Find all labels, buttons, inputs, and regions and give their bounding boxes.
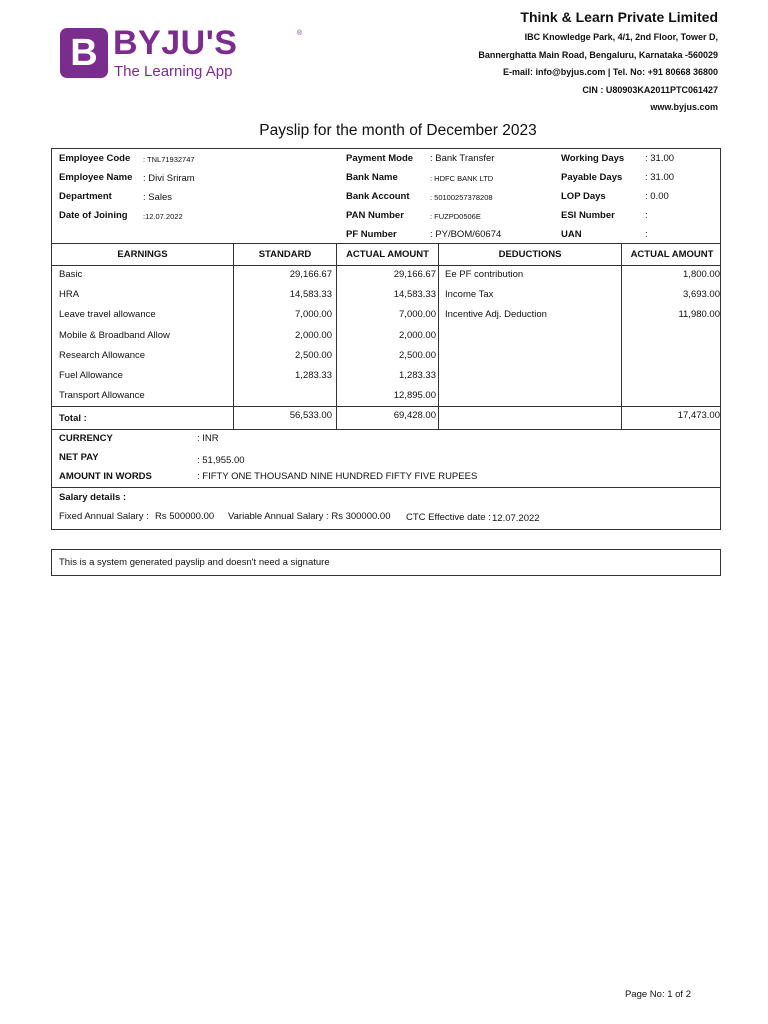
logo-mark: B [60, 28, 108, 78]
esi-number-label: ESI Number [561, 210, 615, 221]
employee-name-value: : Divi Sriram [143, 173, 195, 184]
earning-actual: 7,000.00 [399, 309, 436, 320]
earning-standard: 1,283.33 [295, 370, 332, 381]
department-label: Department [59, 191, 112, 202]
earning-name: HRA [59, 289, 80, 300]
payment-mode-label: Payment Mode [346, 153, 414, 164]
bank-account-label: Bank Account [346, 191, 410, 202]
bank-name-label: Bank Name [346, 172, 398, 183]
currency-value: : INR [197, 433, 219, 444]
deduction-name: Income Tax [445, 289, 494, 300]
working-days-label: Working Days [561, 153, 625, 164]
employee-name-label: Employee Name [59, 172, 133, 183]
payable-days-value: : 31.00 [645, 172, 675, 183]
pan-number-value: : FUZPD0506E [430, 212, 481, 221]
deduction-amount-header: ACTUAL AMOUNT [630, 249, 714, 260]
signature-note: This is a system generated payslip and doesn't need a signature [59, 557, 330, 568]
actual-amount-header: ACTUAL AMOUNT [346, 249, 429, 260]
company-name: Think & Learn Private Limited [520, 9, 718, 25]
earning-actual: 1,283.33 [399, 370, 436, 381]
ctc-effective-date-value: 12.07.2022 [492, 513, 540, 524]
earning-actual: 2,500.00 [399, 350, 436, 361]
page-number: Page No: 1 of 2 [624, 989, 691, 1000]
esi-number-value: : [645, 210, 648, 221]
variable-annual-salary: Variable Annual Salary : Rs 300000.00 [228, 511, 391, 522]
logo-tagline: The Learning App [114, 63, 233, 80]
column-divider [438, 244, 439, 429]
total-deductions: 17,473.00 [677, 410, 720, 421]
department-value: : Sales [143, 192, 173, 203]
date-of-joining-label: Date of Joining [59, 210, 128, 221]
earning-actual: 29,166.67 [393, 269, 436, 280]
fixed-annual-salary-label: Fixed Annual Salary : [59, 511, 149, 522]
company-cin: CIN : U80903KA2011PTC061427 [582, 84, 718, 95]
uan-value: : [645, 229, 648, 240]
working-days-value: : 31.00 [645, 153, 675, 164]
employee-info-section [51, 148, 721, 244]
pf-number-value: : PY/BOM/60674 [430, 229, 502, 240]
fixed-annual-salary-value: Rs 500000.00 [155, 511, 215, 522]
earning-actual: 14,583.33 [393, 289, 436, 300]
earning-actual: 12,895.00 [393, 390, 436, 401]
lop-days-label: LOP Days [561, 191, 606, 202]
earnings-deductions-table [51, 243, 721, 430]
total-label: Total : [59, 413, 87, 424]
payslip-title: Payslip for the month of December 2023 [259, 122, 537, 139]
salary-details-heading: Salary details : [59, 492, 127, 503]
net-pay-value: : 51,955.00 [197, 455, 245, 466]
earning-standard: 7,000.00 [295, 309, 332, 320]
earning-name: Transport Allowance [59, 390, 145, 401]
amount-in-words-value: : FIFTY ONE THOUSAND NINE HUNDRED FIFTY FIVE RUPEES [197, 471, 478, 482]
employee-code-label: Employee Code [59, 153, 131, 164]
earning-name: Fuel Allowance [59, 370, 123, 381]
pf-number-label: PF Number [346, 229, 397, 240]
deduction-amount: 11,980.00 [678, 309, 720, 320]
company-website: www.byjus.com [650, 102, 718, 113]
deduction-name: Ee PF contribution [445, 269, 524, 280]
header-divider [52, 265, 720, 266]
company-header [478, 8, 718, 117]
earning-standard: 2,500.00 [295, 350, 332, 361]
byjus-logo [60, 24, 303, 84]
bank-account-value: : 50100257378208 [430, 193, 493, 202]
total-standard: 56,533.00 [289, 410, 332, 421]
payable-days-label: Payable Days [561, 172, 623, 183]
salary-details-section [51, 487, 721, 530]
currency-label: CURRENCY [59, 433, 113, 444]
deduction-name: Incentive Adj. Deduction [445, 309, 547, 320]
deductions-header: DEDUCTIONS [498, 249, 562, 260]
earning-standard: 14,583.33 [289, 289, 332, 300]
company-contact: E-mail: info@byjus.com | Tel. No: +91 80668 36800 [503, 67, 718, 78]
logo-brand: BYJU'S [113, 24, 238, 62]
earning-name: Research Allowance [59, 350, 146, 361]
total-actual: 69,428.00 [393, 410, 436, 421]
earning-standard: 2,000.00 [295, 330, 332, 341]
earning-name: Mobile & Broadband Allow [59, 330, 170, 341]
earning-actual: 2,000.00 [399, 330, 436, 341]
deduction-amount: 3,693.00 [683, 289, 720, 300]
net-pay-section [51, 429, 721, 488]
total-divider [52, 406, 720, 407]
lop-days-value: : 0.00 [645, 191, 669, 202]
signature-note-box [51, 549, 721, 576]
payment-mode-value: : Bank Transfer [430, 153, 495, 164]
earning-name: Leave travel allowance [59, 309, 156, 320]
ctc-effective-date-label: CTC Effective date : [406, 512, 491, 523]
bank-name-value: : HDFC BANK LTD [430, 174, 494, 183]
earning-name: Basic [59, 269, 83, 280]
pan-number-label: PAN Number [346, 210, 404, 221]
earnings-header: EARNINGS [117, 249, 168, 260]
deduction-amount: 1,800.00 [683, 269, 720, 280]
earning-standard: 29,166.67 [289, 269, 332, 280]
uan-label: UAN [561, 229, 582, 240]
standard-header: STANDARD [258, 249, 312, 260]
employee-code-value: : TNL71932747 [143, 155, 195, 164]
date-of-joining-value: :12.07.2022 [143, 212, 183, 221]
amount-in-words-label: AMOUNT IN WORDS [59, 471, 152, 482]
company-address-2: Bannerghatta Main Road, Bengaluru, Karnataka -560029 [478, 49, 718, 60]
logo-registered-mark: ® [297, 30, 303, 37]
company-address-1: IBC Knowledge Park, 4/1, 2nd Floor, Tower D, [524, 32, 718, 42]
net-pay-label: NET PAY [59, 452, 99, 463]
